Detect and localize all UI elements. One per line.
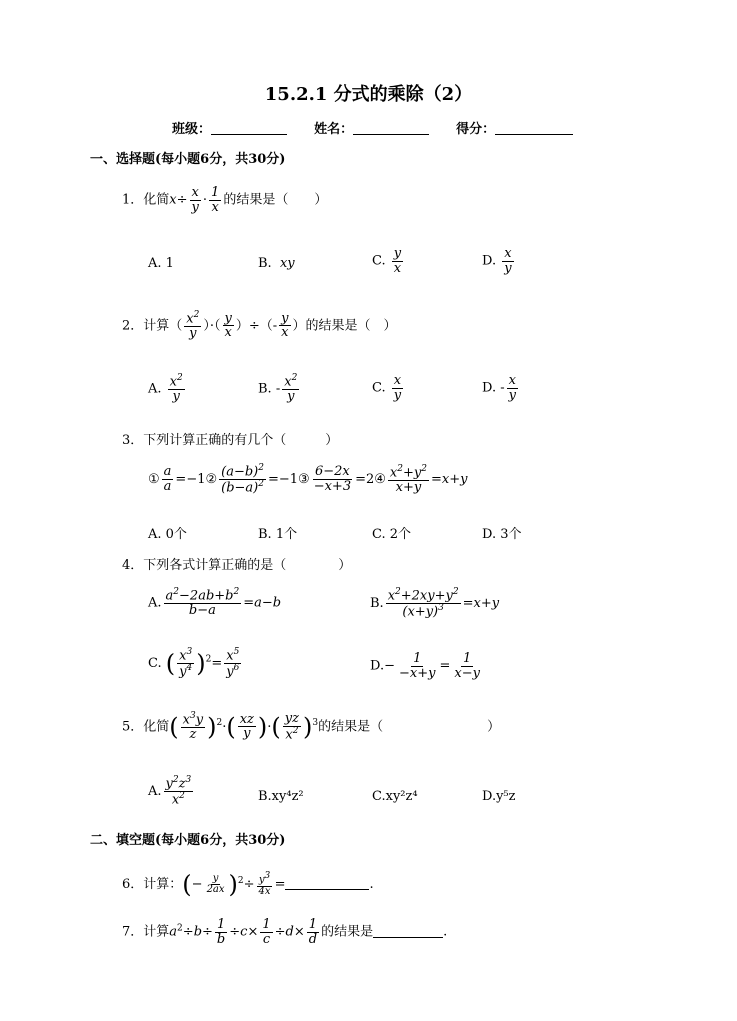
q1-option-d[interactable]: D. $\frac{x}{y}$: [482, 246, 512, 276]
q7-tail: 的结果是: [321, 924, 374, 940]
section-choice: 一、选择题(每小题6分，共30分): [90, 152, 286, 167]
q5-option-a[interactable]: A. $\frac{y^2z^3}{x^2}$: [148, 775, 192, 808]
q2-option-c[interactable]: C. $\frac{x}{y}$: [372, 373, 402, 403]
q2-number: 2．计算（: [122, 318, 183, 334]
q5-option-b[interactable]: B.xy⁴z²: [258, 789, 304, 804]
question-1: 1．化简x÷ $\frac{x}{y}$ · $\frac{1}{x}$ 的结果是（ ）: [122, 185, 328, 215]
q2-option-d[interactable]: D. - $\frac{x}{y}$: [482, 373, 516, 403]
q1-option-a[interactable]: A. 1: [148, 256, 174, 271]
q3-option-b[interactable]: B. 1个: [258, 527, 298, 542]
q7-answer-blank[interactable]: [373, 937, 443, 938]
question-4: 4．下列各式计算正确的是（ ）: [122, 558, 352, 573]
info-row: [172, 118, 573, 137]
name-blank[interactable]: [353, 122, 429, 135]
q6-tail: .: [369, 877, 374, 893]
q5-number: 5．化简: [122, 719, 170, 735]
q3-option-a[interactable]: A. 0个: [148, 527, 187, 542]
section-fill: 二、填空题(每小题6分，共30分): [90, 833, 286, 848]
question-6: 6．计算：(− $\frac{y}{2ax}$ )$^2$÷ $\frac{y3}{4x}$ = .: [122, 870, 374, 899]
question-2: 2．计算（ $\frac{x^2}{y}$ ）·（ $\frac{y}{x}$ ）÷（- $\frac{y}{x}$ ）的结果是（ ）: [122, 310, 397, 341]
q2-option-a[interactable]: A. $\frac{x^2}{y}$: [148, 373, 183, 404]
q5-option-c[interactable]: C.xy²z⁴: [372, 789, 418, 804]
q2-option-b[interactable]: B. - $\frac{x^2}{y}$: [258, 373, 298, 404]
score-label: 得分：: [456, 122, 496, 137]
q1-option-b[interactable]: B. xy: [258, 256, 295, 271]
q3-option-c[interactable]: C. 2个: [372, 527, 412, 542]
name-label: 姓名：: [314, 122, 354, 137]
q1-tail: 的结果是（ ）: [223, 192, 328, 208]
q1-number: 1．化简: [122, 192, 170, 208]
q1-option-c[interactable]: C. $\frac{y}{x}$: [372, 246, 402, 276]
q5-tail: 的结果是（ ）: [318, 719, 501, 735]
q3-expressions: ① $\frac{a}{a}$ =−1② $\frac{(a-b)^2}{(b-a)^2}$ =−1③ $\frac{6-2x}{-x+3}$ =2④ $\frac{x^2+y^2}{x+y}$ =x+y: [148, 463, 468, 496]
score-blank[interactable]: [495, 122, 573, 135]
q4-option-c[interactable]: C. ( $\frac{x^3}{y^4}$ )$^2$= $\frac{x^5}{y^6}$: [148, 647, 240, 680]
q4-option-a[interactable]: A. $\frac{a^2-2ab+b^2}{b-a}$ =a−b: [148, 587, 282, 618]
class-blank[interactable]: [211, 122, 287, 135]
class-label: 班级：: [172, 122, 212, 137]
q2-tail: ）的结果是（ ）: [292, 318, 397, 334]
question-5: 5．化简( $\frac{x^3y}{z}$ )$^2$·( $\frac{xz}{y}$ )·( $\frac{yz}{x^2}$ )$^3$的结果是（ ）: [122, 711, 501, 742]
q4-option-b[interactable]: B. $\frac{x^2+2xy+y^2}{(x+y)^3}$ =x+y: [370, 587, 500, 620]
question-7: 7．计算$a^2\div b\div$ $\frac{1}{b}$ ÷c× $\frac{1}{c}$ ÷d× $\frac{1}{d}$ 的结果是 .: [122, 917, 448, 947]
page-title: 15.2.1 分式的乘除（2）: [264, 84, 473, 105]
q7-number: 7．计算: [122, 924, 170, 940]
question-3: 3．下列计算正确的有几个（ ）: [122, 433, 339, 448]
q5-option-d[interactable]: D.y⁵z: [482, 789, 516, 804]
q6-answer-blank[interactable]: [285, 889, 369, 890]
q6-number: 6．计算：: [122, 877, 183, 893]
q4-option-d[interactable]: D.− $\frac{1}{-x+y}$ = $\frac{1}{x-y}$: [370, 651, 480, 681]
q3-option-d[interactable]: D. 3个: [482, 527, 522, 542]
